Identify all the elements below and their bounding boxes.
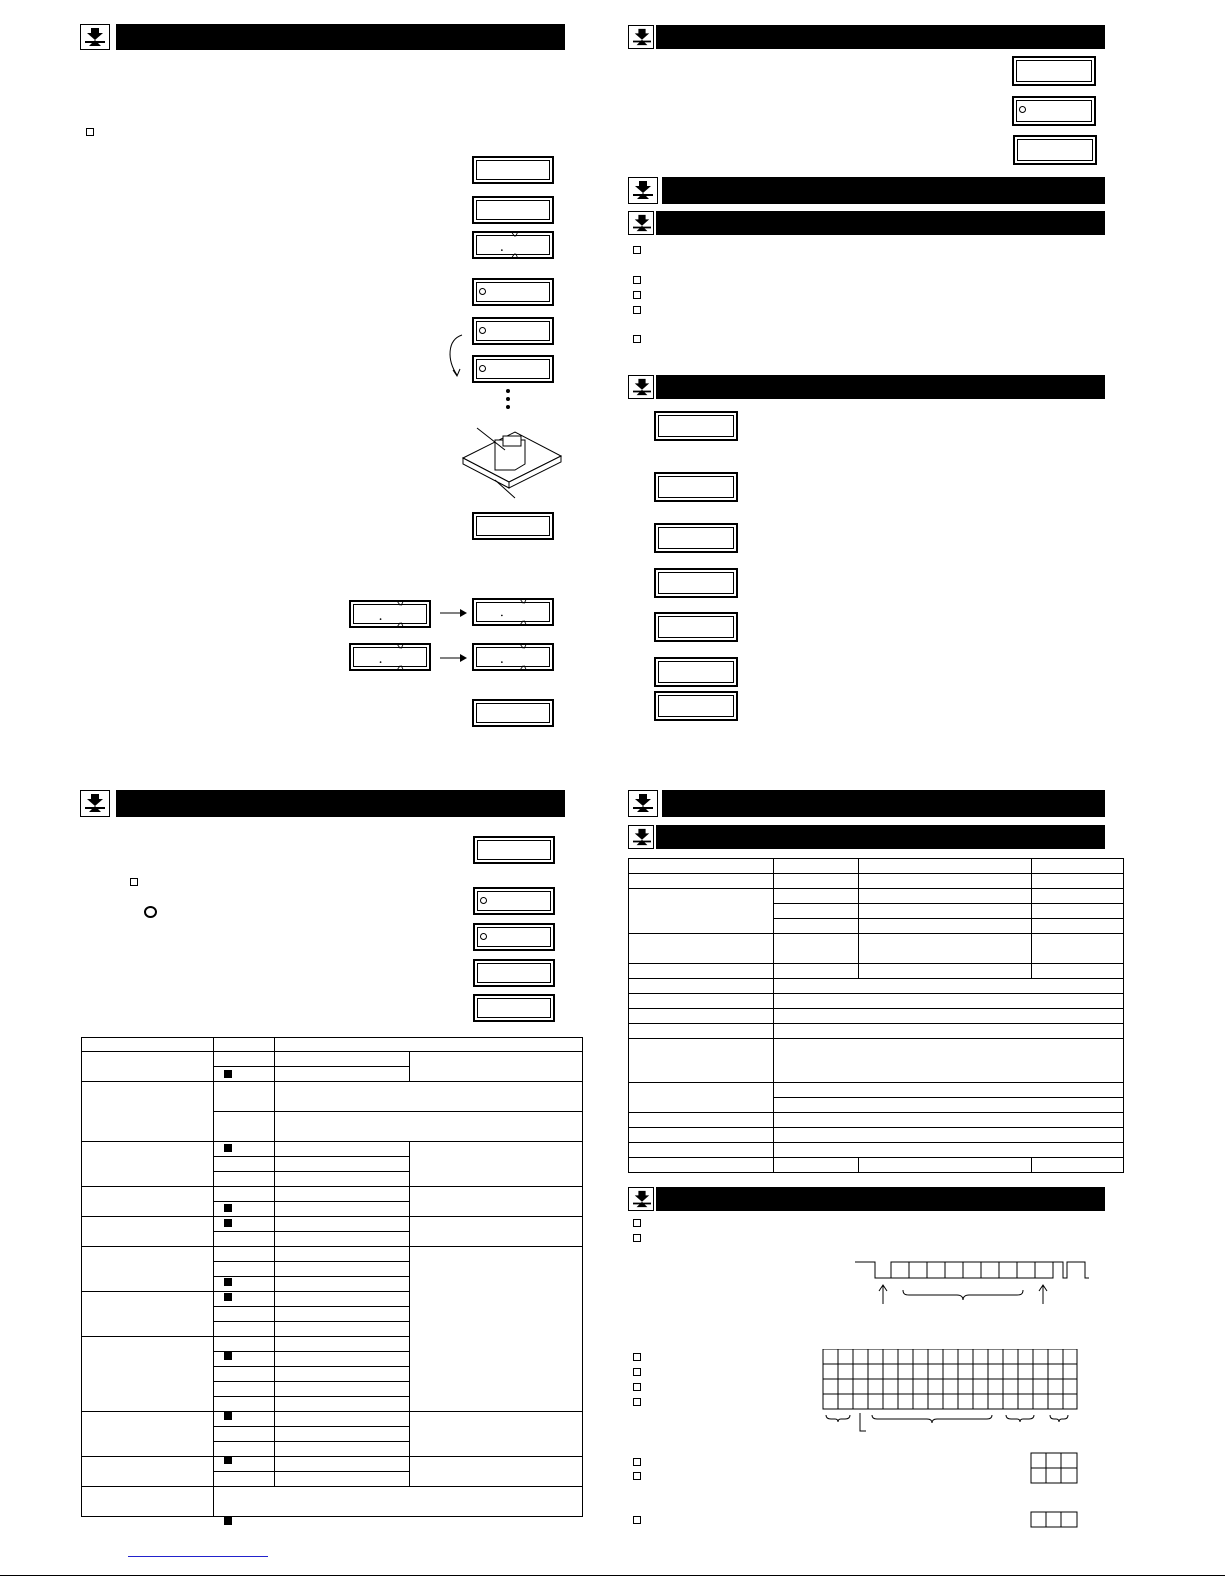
weighing-pan-icon — [628, 825, 654, 849]
right-arrow-icon — [440, 653, 468, 663]
lcd-display — [654, 523, 738, 553]
weighing-pan-icon — [628, 375, 654, 399]
checkbox-icon — [633, 276, 641, 284]
section-header-top-right-2 — [628, 177, 1105, 204]
section-header-top-right-1 — [628, 25, 1105, 49]
specifications-table — [628, 858, 1124, 1173]
curved-arrow-icon — [447, 330, 467, 380]
lcd-display-blinking — [472, 231, 554, 259]
section-title-bar — [116, 24, 565, 50]
checkbox-icon — [86, 128, 94, 136]
lcd-display — [473, 959, 555, 987]
lcd-display — [1012, 56, 1096, 86]
lcd-display — [472, 156, 554, 184]
filled-square-icon — [224, 1456, 232, 1464]
filled-square-icon — [224, 1219, 232, 1227]
section-header-bottom-right-2 — [628, 825, 1105, 849]
right-arrow-icon — [440, 608, 468, 618]
filled-square-icon — [224, 1412, 232, 1420]
lcd-display — [654, 472, 738, 502]
lcd-display — [654, 568, 738, 598]
section-title-bar — [656, 1187, 1105, 1211]
checkbox-icon — [130, 878, 138, 886]
lcd-display — [472, 278, 554, 306]
lcd-display — [654, 411, 738, 441]
settings-table — [81, 1037, 583, 1517]
filled-square-icon — [224, 1293, 232, 1301]
lcd-display-blinking — [472, 643, 554, 671]
section-title-bar — [656, 211, 1105, 235]
lcd-display — [1012, 96, 1096, 126]
lcd-display — [472, 196, 554, 224]
lcd-display — [472, 317, 554, 345]
weighing-pan-icon — [628, 177, 658, 204]
page-bottom-rule — [0, 1575, 1225, 1576]
section-header-top-right-4 — [628, 375, 1105, 399]
checkbox-icon — [633, 1398, 641, 1406]
section-header-bottom-right-3 — [628, 1187, 1105, 1211]
checkbox-icon — [633, 1368, 641, 1376]
lcd-display-blinking — [349, 600, 431, 628]
lcd-display — [472, 699, 554, 727]
lcd-display — [472, 355, 554, 383]
lcd-display — [472, 512, 554, 540]
weighing-pan-icon — [628, 1187, 654, 1211]
section-header-bottom-left — [80, 790, 565, 817]
lcd-display — [473, 887, 555, 915]
section-title-bar — [662, 790, 1105, 817]
small-grid-2x3 — [1030, 1452, 1078, 1484]
data-format-grid — [822, 1349, 1080, 1434]
filled-square-icon — [224, 1352, 232, 1360]
footer-link-underline[interactable] — [128, 1556, 268, 1557]
ellipsis-icon — [504, 388, 512, 410]
weighing-pan-icon — [628, 211, 654, 235]
checkbox-icon — [633, 1234, 641, 1242]
small-grid-1x3 — [1030, 1511, 1078, 1528]
checkbox-icon — [633, 1219, 641, 1227]
lcd-display — [654, 612, 738, 642]
lcd-display — [473, 836, 555, 864]
weighing-pan-icon — [80, 24, 110, 50]
filled-square-icon — [224, 1070, 232, 1078]
weighing-pan-icon — [628, 25, 654, 49]
section-title-bar — [662, 177, 1105, 204]
lcd-display — [473, 994, 555, 1022]
checkbox-icon — [633, 306, 641, 314]
section-header-top-right-3 — [628, 211, 1105, 235]
checkbox-icon — [633, 335, 641, 343]
checkbox-icon — [633, 1383, 641, 1391]
section-title-bar — [656, 375, 1105, 399]
section-title-bar — [656, 25, 1105, 49]
filled-square-icon — [224, 1144, 232, 1152]
checkbox-icon — [633, 1472, 641, 1480]
weighing-pan-icon — [80, 790, 110, 817]
checkbox-icon — [633, 1458, 641, 1466]
section-header-top-left — [80, 24, 565, 50]
lcd-display — [473, 923, 555, 951]
filled-square-icon — [224, 1278, 232, 1286]
weighing-pan-icon — [628, 790, 658, 817]
lcd-display — [654, 691, 738, 721]
filled-square-icon — [224, 1517, 232, 1525]
lcd-display — [1013, 135, 1097, 165]
ring-icon — [144, 906, 157, 918]
checkbox-icon — [633, 246, 641, 254]
serial-timing-diagram — [855, 1256, 1091, 1306]
filled-square-icon — [224, 1204, 232, 1212]
checkbox-icon — [633, 1516, 641, 1524]
section-header-bottom-right-1 — [628, 790, 1105, 817]
lcd-display — [654, 657, 738, 687]
weight-on-pan-illustration — [455, 418, 565, 500]
section-title-bar — [656, 825, 1105, 849]
lcd-display-blinking — [349, 643, 431, 671]
checkbox-icon — [633, 1353, 641, 1361]
lcd-display-blinking — [472, 598, 554, 626]
checkbox-icon — [633, 291, 641, 299]
section-title-bar — [116, 790, 565, 817]
